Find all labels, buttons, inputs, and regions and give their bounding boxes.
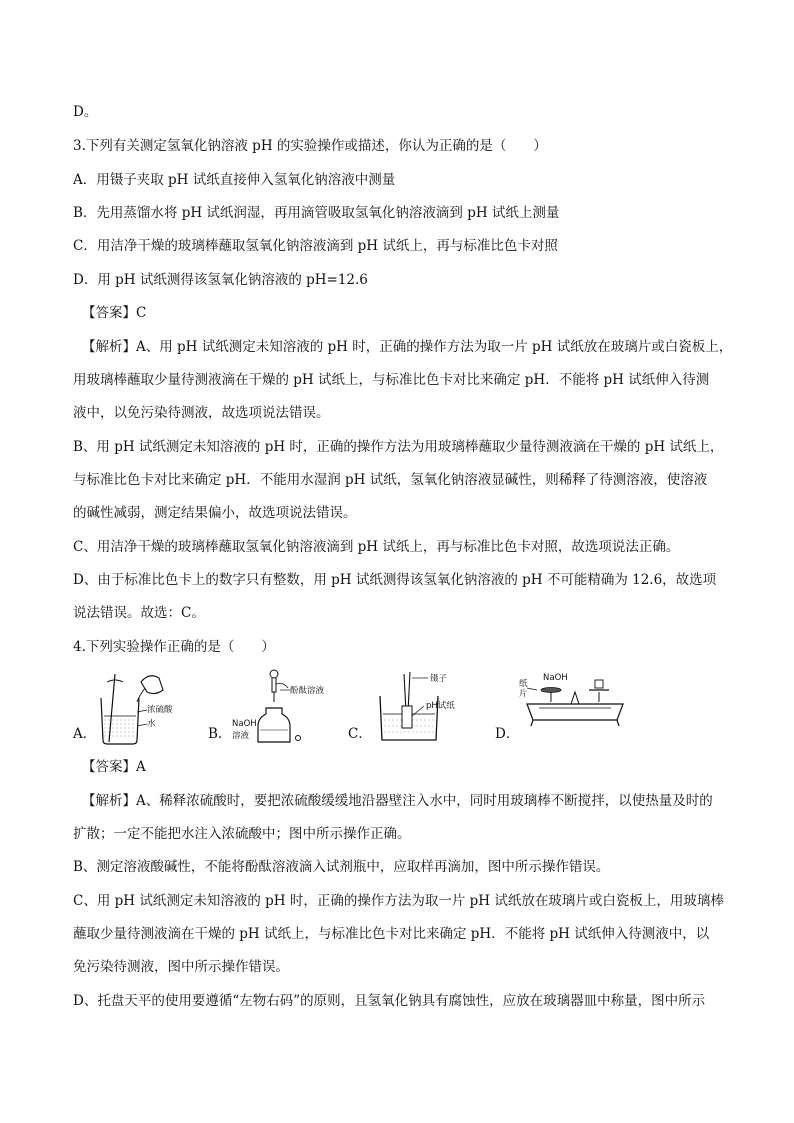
figure-label: pH试纸 <box>426 701 455 711</box>
question-3-option-d: D．用 pH 试纸测得该氢氧化钠溶液的 pH=12.6 <box>73 272 368 288</box>
question-4-analysis-line: B、测定溶液酸碱性，不能将酚酞溶液滴入试剂瓶中，应取样再滴加，图中所示操作错误。 <box>73 859 610 875</box>
question-4-analysis-line: 扩散；一定不能把水注入浓硫酸中；图中所示操作正确。 <box>73 826 411 842</box>
dilution-figure <box>93 668 183 748</box>
ph-paper-figure <box>376 668 486 748</box>
question-3-answer: 【答案】C <box>82 305 147 321</box>
question-4-analysis-line: D、托盘天平的使用要遵循“左物右码”的原则，且氢氧化钠具有腐蚀性，应放在玻璃器皿中称量，图中所示 <box>73 993 706 1009</box>
balance-figure <box>519 668 639 748</box>
figure-label: 浓硫酸 <box>147 705 173 715</box>
question-3-analysis-line: C、用洁净干燥的玻璃棒蘸取氢氧化钠溶液滴到 pH 试纸上，再与标准比色卡对照，故选项说法正确。 <box>73 539 680 555</box>
option-d-label: D． <box>495 726 520 742</box>
phenolphthalein-figure <box>232 668 342 748</box>
question-4-options <box>73 668 733 748</box>
question-3-option-b: B．先用蒸馏水将 pH 试纸润湿，再用滴管吸取氢氧化钠溶液滴到 pH 试纸上测量 <box>73 205 560 221</box>
figure-label: 纸 <box>519 679 528 689</box>
question-3-analysis-line: 【解析】A、用 pH 试纸测定未知溶液的 pH 时，正确的操作方法为取一片 pH 试纸放在玻璃片或白瓷板上， <box>82 339 733 355</box>
option-b-label: B． <box>208 726 232 742</box>
question-4-answer: 【答案】A <box>82 759 146 775</box>
option-a <box>73 668 193 748</box>
question-3-option-c: C．用洁净干燥的玻璃棒蘸取氢氧化钠溶液滴到 pH 试纸上，再与标准比色卡对照 <box>73 238 558 254</box>
figure-label: NaOH <box>232 719 257 729</box>
option-b <box>208 668 348 748</box>
figure-label: 片 <box>519 689 528 699</box>
option-c-label: C． <box>348 726 372 742</box>
text-line: D。 <box>73 104 98 120</box>
question-4-analysis-line: 蘸取少量待测液滴在干燥的 pH 试纸上，与标准比色卡对比来确定 pH．不能将 pH 试纸伸入待测液中，以 <box>73 926 710 942</box>
question-4-analysis-line: 【解析】A、稀释浓硫酸时，要把浓硫酸缓缓地沿器壁注入水中，同时用玻璃棒不断搅拌，以使热量及时的 <box>82 793 713 809</box>
question-3-option-a: A．用镊子夹取 pH 试纸直接伸入氢氧化钠溶液中测量 <box>73 172 396 188</box>
question-3-analysis-line: D、由于标准比色卡上的数字只有整数，用 pH 试纸测得该氢氧化钠溶液的 pH 不可能精确为 12.6，故选项 <box>73 572 717 588</box>
question-3-stem: 3.下列有关测定氢氧化钠溶液 pH 的实验操作或描述，你认为正确的是（ ） <box>73 138 547 154</box>
question-3-analysis-line: B、用 pH 试纸测定未知溶液的 pH 时，正确的操作方法为用玻璃棒蘸取少量待测液滴在干燥的 pH 试纸上， <box>73 439 724 455</box>
question-4-stem: 4.下列实验操作正确的是（ ） <box>73 639 275 655</box>
figure-label: 酚酞溶液 <box>290 686 325 696</box>
question-3-analysis-line: 说法错误。故选：C。 <box>73 605 205 621</box>
option-a-label: A． <box>73 726 97 742</box>
figure-label: NaOH <box>543 673 568 683</box>
question-3-analysis-line: 用玻璃棒蘸取少量待测液滴在干燥的 pH 试纸上，与标准比色卡对比来确定 pH．不能将 pH 试纸伸入待测 <box>73 372 710 388</box>
figure-label: 溶液 <box>232 731 250 741</box>
figure-label: 水 <box>147 719 156 729</box>
figure-label: 镊子 <box>430 674 448 684</box>
question-3-analysis-line: 与标准比色卡对比来确定 pH．不能用水湿润 pH 试纸，氢氧化钠溶液显碱性，则稀释了待测溶液，使溶液 <box>73 472 708 488</box>
question-3-analysis-line: 液中，以免污染待测液，故选项说法错误。 <box>73 405 330 421</box>
question-4-analysis-line: 免污染待测液，图中所示操作错误。 <box>73 959 289 975</box>
option-d <box>495 668 645 748</box>
question-3-analysis-line: 的碱性减弱，测定结果偏小，故选项说法错误。 <box>73 505 357 521</box>
question-4-analysis-line: C、用 pH 试纸测定未知溶液的 pH 时，正确的操作方法为取一片 pH 试纸放在玻璃片或白瓷板上，用玻璃棒 <box>73 893 724 909</box>
option-c <box>348 668 488 748</box>
